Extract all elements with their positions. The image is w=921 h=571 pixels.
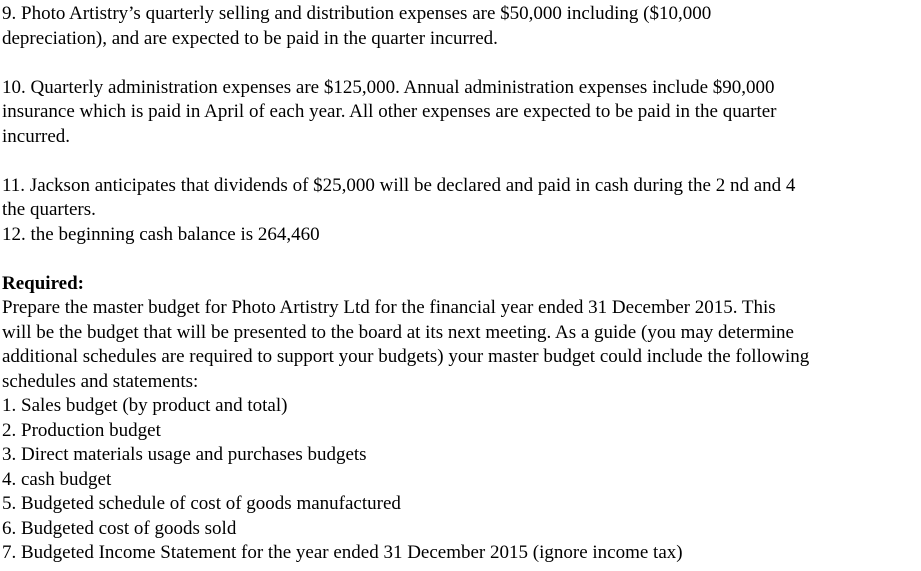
text-line: the quarters. [2,199,96,220]
required-section [2,272,921,566]
list-item: 3. Direct materials usage and purchases budgets [2,444,367,465]
text-line: 10. Quarterly administration expenses are $125,000. Annual administration expenses include $90,000 [2,76,775,98]
list-item: 7. Budgeted Income Statement for the year ended 31 December 2015 (ignore income tax) [2,542,683,563]
text-line: will be the budget that will be presented to the board at its next meeting. As a guide (you may determine [2,321,794,343]
text-line: Prepare the master budget for Photo Artistry Ltd for the financial year ended 31 December 2015. This [2,297,776,318]
text-line: 9. Photo Artistry’s quarterly selling and distribution expenses are $50,000 including ($10,000 [2,3,712,24]
paragraph-spacer [2,149,921,174]
text-line: insurance which is paid in April of each year. All other expenses are expected to be paid in the quarter [2,101,777,122]
text-line: schedules and statements: [2,370,199,392]
text-line: incurred. [2,125,71,147]
note-9-paragraph [2,2,921,51]
list-item: 2. Production budget [2,419,161,441]
note-11-paragraph [2,174,921,223]
paragraph-spacer [2,247,921,272]
text-line: depreciation), and are expected to be paid in the quarter incurred. [2,27,498,49]
list-item: 5. Budgeted schedule of cost of goods manufactured [2,493,401,514]
required-heading: Required: [2,272,84,294]
text-line: 11. Jackson anticipates that dividends of $25,000 will be declared and paid in cash during the 2 nd and 4 [2,174,796,196]
note-12-paragraph [2,223,921,248]
document-body [2,2,921,566]
list-item: 4. cash budget [2,468,112,490]
paragraph-spacer [2,51,921,76]
text-line: 12. the beginning cash balance is 264,460 [2,223,320,245]
list-item: 6. Budgeted cost of goods sold [2,517,237,539]
note-10-paragraph [2,76,921,150]
text-line: additional schedules are required to support your budgets) your master budget could include the following [2,346,810,367]
list-item: 1. Sales budget (by product and total) [2,395,288,416]
